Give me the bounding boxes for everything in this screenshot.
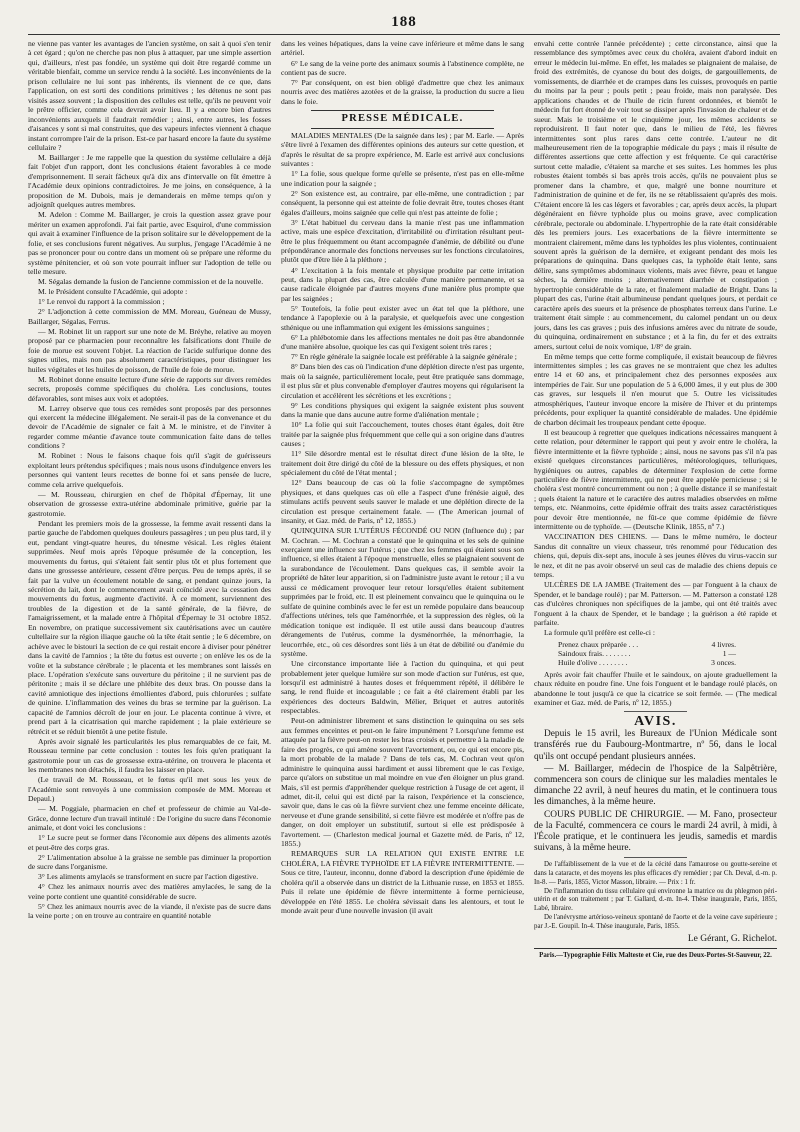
paragraph: M. Robinet : Nous le faisons chaque fois qu'il s'agit de guérisseurs exploitant leurs prétendus spécifiques ; mais nous usons d'indulgence envers les personnes qui vantent leurs recettes de bonne foi et sans pensée de lucre, comme cela arrive quelquefois.	[28, 451, 271, 489]
article-continuation-right	[534, 39, 777, 638]
recipe-table	[558, 640, 777, 668]
paragraph: 5° Toutefois, la folie peut exister avec un état tel que la pléthore, une tendance à l'apoplexie ou à la paralysie, et quelquefois avec une congestion sthénique ou une inflammation qui exigent les émissions sanguines ;	[281, 303, 524, 332]
paragraph: Il est beaucoup à regretter que quelques indications nécessaires manquent à cette relation, pour déterminer le rapport qui peut y avoir entre le choléra, la fièvre intermittente et la fièvre typhoïde ; ainsi, nous ne savons pas s'il n'a pas existé quelques circonstances particulières, météorologiques, telluriques, hygiéniques ou autres, capables de déterminer l'explosion de cette forme particulière de fièvre intermittente, qui ne peut être appelée pernicieuse ; si le choléra s'est montré concurremment ou non ; à quelle distance il se manifestait ; quels étaient la nature et le caractère des autres maladies observées en même temps, etc. Néanmoins, cette épidémie offrait des traits assez caractéristiques pour devoir être mentionnée, ne fût-ce que comme épidémie de fièvre intermittente ou de typhoïde. — (Deutsche Klinik, 1855, nº 7.)	[534, 427, 777, 532]
separator-rule	[624, 711, 687, 712]
paragraph: 9° Les conditions physiques qui exigent la saignée existent plus souvent dans la manie que dans aucune autre forme d'aliénation mentale ;	[281, 400, 524, 420]
paragraph: 2° L'alimentation absolue à la graisse ne semble pas diminuer la proportion de sucre dans l'organisme.	[28, 852, 271, 872]
paragraph: 6° La phlébotomie dans les affections mentales ne doit pas être abandonnée d'une manière absolue, quoique les cas qui l'exigent soient très rares ;	[281, 332, 524, 352]
paragraph: 12° Dans beaucoup de cas où la folie s'accompagne de symptômes physiques, et dans quelques cas où elle a l'aspect d'une frénésie aiguë, des stimulans actifs peuvent seuls sauver le malade et une déplétion directe de la circulation est presque certainement fatale. — (The American journal of insanity, et Gaz. méd. de Paris, nº 12, 1855.)	[281, 478, 524, 526]
gerant-signature: Le Gérant, G. Richelot.	[687, 934, 777, 945]
paragraph: M. Baillarger : Je me rappelle que la question du système cellulaire a déjà fait l'objet d'un rapport, dont les conclusions étaient favorables à ce mode d'emprisonnement. Il serait fâcheux qu'à dix ans d'intervalle on fût émettre à l'Académie deux opinions contradictoires. Je me joins, en conséquence, à la proposition de M. Dubois, mais je demanderais en même temps qu'on y adjoignît quelques autres membres.	[28, 153, 271, 210]
section-rule-top	[311, 110, 494, 111]
paragraph: — M. Rousseau, chirurgien en chef de l'hôpital d'Épernay, lit une observation de grossesse extra-utérine abdominale primitive, guérie par la gastrotomie.	[28, 489, 271, 518]
paragraph: M. Robinet donne ensuite lecture d'une série de rapports sur divers remèdes secrets, proposés comme spécifiques du choléra. Les conclusions, toutes défavorables, sont mises aux voix et adoptées.	[28, 374, 271, 403]
paragraph: ne vienne pas vanter les avantages de l'ancien système, on sait à quoi s'en tenir à cet égard ; qu'on ne cherche pas non plus à attaquer, par une simple assertion qui, d'ailleurs, n'est pas fondée, un système qui doit être regardé comme un véritable bienfait, comme un service rendu à la société. Les inconvénients de la prison cellulaire ne lui sont pas inhérents, ils viennent de ce que, dans l'application, on est sorti des conditions primitives ; les détenus ne sont pas visités assez souvent ; la disposition des cellules est telle, qu'ils ne peuvent voir le prêtre officier, comme cela devrait avoir lieu. Il y a encore bien d'autres inconvénients auxquels il faudrait remédier ; ainsi, entre autres, les fosses d'aisances y sont si mal construites, que des vapeurs infectes viennent à chaque instant corrompre l'air de la prison. Est-ce par hasard encore la faute du système cellulaire ?	[28, 39, 271, 152]
separator-rule-2	[624, 857, 687, 858]
column-right	[534, 39, 777, 1119]
article-continuation	[281, 39, 524, 106]
paragraph: 7° Par conséquent, on est bien obligé d'admettre que chez les animaux nourris avec des matières azotées et de la graisse, la production du sucre a lieu dans le foie.	[281, 78, 524, 106]
recipe-row	[558, 640, 777, 649]
paragraph: 1° La folie, sous quelque forme qu'elle se présente, n'est pas en elle-même une indication pour la saignée ;	[281, 169, 524, 188]
paragraph: 4° Chez les animaux nourris avec des matières amylacées, le sang de la veine porte contient une quantité considérable de sucre.	[28, 882, 271, 901]
paragraph: 2° L'adjonction à cette commission de MM. Moreau, Guéneau de Mussy, Baillarger, Ségalas, Ferrus.	[28, 307, 271, 326]
recipe-quantity: 4 livres.	[711, 639, 736, 649]
printer-line: Paris.—Typographie Félix Malteste et Cie, rue des Deux-Portes-St-Sauveur, 22.	[539, 951, 772, 959]
recipe-ingredient: Prenez chaux préparée . . .	[558, 639, 639, 649]
paragraph: 3° Les aliments amylacés se transforment en sucre par l'action digestive.	[38, 872, 259, 882]
paragraph: 1° Le renvoi du rapport à la commission ;	[38, 297, 165, 307]
paragraph: dans les veines hépatiques, dans la veine cave inférieure et même dans le sang artériel.	[281, 39, 524, 58]
paragraph: ULCÈRES DE LA JAMBE (Traitement des — par l'onguent à la chaux de Spender, et le bandage roulé) ; par M. Patterson. — M. Patterson a constaté 128 cas d'ulcères chroniques non spécifiques de la jambe, qui ont été traités avec l'onguent à la chaux de Spender, et le bandage ; la guérison a été rapide et parfaite.	[534, 580, 777, 628]
paragraph: VACCINATION DES CHIENS. — Dans le même numéro, le docteur Sandus dit connaître un vieux chasseur, très renommé pour l'éducation des chiens, qui, depuis dix-sept ans, inocule à ses jeunes élèves du virus-vaccin sur le nez, et dit ne pas avoir observé un seul cas de maladie des chiens depuis ce temps.	[534, 532, 777, 580]
header-rule	[28, 34, 780, 35]
paragraph: (Le travail de M. Rousseau, et le fœtus qu'il met sous les yeux de l'Académie sont renvoyés à une commission composée de MM. Moreau et Depaul.)	[28, 775, 271, 804]
paragraph: 3° L'état habituel du cerveau dans la manie n'est pas une inflammation active, mais une espèce d'excitation, d'irritabilité ou d'irritation résultant peut-être le plus fréquemment ou étant accompagnée d'anémie, de débilité ou d'une prépondérance anormale des fonctions nerveuses sur les fonctions circulatoires, plutôt que d'être liée à la pléthore ;	[281, 217, 524, 265]
paragraph: MALADIES MENTALES (De la saignée dans les) ; par M. Earle. — Après s'être livré à l'examen des différentes opinions des auteurs sur cette question, et d'après le résultat de sa propre expérience, M. Earle est arrivé aux conclusions suivantes :	[281, 130, 524, 169]
paragraph: Une circonstance importante liée à l'action du quinquina, et qui peut probablement jeter quelque lumière sur son mode d'action sur l'utérus, est que, lorsqu'il est administré à hautes doses et fréquemment répété, il délibère le sang, le rend fluide et incoagulable ; ce fait a été clairement établi par les expériences des docteurs Baldwin, Mélier, Briquet et autres autorités respectables.	[281, 659, 524, 716]
paragraph: 11° Sile désordre mental est le résultat direct d'une lésion de la tête, le traitement doit être dirigé du côté de la blessure ou des effets physiques, et non spécialement du côté de l'état mental ;	[281, 449, 524, 478]
paragraph: — M. Robinet lit un rapport sur une note de M. Bréyhe, relative au moyen proposé par ce pharmacien pour reconnaître les falsifications dont l'huile de foie de morue est souvent l'objet. La réaction de l'acide sulfurique donne des signes utiles, mais non pas absolument caractéristiques, pour distinguer les huiles végétales et les huiles de poisson, de l'huile de foie de morue.	[28, 326, 271, 374]
paragraph: Pendant les premiers mois de la grossesse, la femme avait ressenti dans la partie gauche de l'abdomen quelques douleurs passagères ; un peu plus tard, il y eut, pendant vingt-quatre heures, du ténesme vésical. Les règles étaient supprimées. Neuf mois après l'époque présumée de la conception, les mouvements du fœtus, qui s'étaient fait sentir plus tôt et plus fortement que dans une grossesse antérieure, cessent d'être perçus. Peu de temps après, il se fait par la vulve un écoulement notable de sang, et pendant quinze jours, la sécrétion du lait, dont le commencement avait coïncidé avec la cessation des mouvements du fœtus, augmente d'activité. À ce moment, surviennent des troubles de la digestion et de la santé générale, de la fièvre, de l'amaigrissement, et la malade entre à l'hôpital d'Épernay le 31 octobre 1852. En novembre, on pratique successivement six cautérisations avec un cautère cultellaire sur la région iliaque gauche où la tête était sentie ; le 6 décembre, on achève avec le bistouri la section de ce qui restait encore à diviser pour pénétrer dans la cavité de l'amnios ; la tête du fœtus est ouverte ; on enlève les os de la voûte et la substance cérébrale ; le placenta et les membranes sont laissés en place. L'opération s'exécute sans ouverture du péritoine ; il ne survient pas de péritonite ; mais il se déclare une phlébite des deux bras. On pousse dans la cavité amniotique des injections émollientes d'abord, puis chlorurées ; sulfate de quinine. L'inflammation des veines du bras se termine par la guérison. La capacité de l'amnios décroît de jour en jour. Le placenta continue à vivre, et prend part à la cicatrisation qui marche rapidement ; la plaie extérieure se rétrécit et se réduit bientôt à une petite fistule.	[28, 518, 271, 736]
paragraph: 6° Le sang de la veine porte des animaux soumis à l'abstinence complète, ne contient pas de sucre.	[281, 58, 524, 77]
paragraph: M. Larrey observe que tous ces remèdes sont proposés par des personnes qui exercent la médecine illégalement. Ne serait-il pas de la convenance et du devoir de l'Académie de signaler ce fait à M. le ministre, et de l'inviter à regarder comme méantie d'avance toute communication faite dans de telles conditions ?	[28, 403, 271, 451]
avis-paragraph: Depuis le 15 avril, les Bureaux de l'Union Médicale sont transférés rue du Faubourg-Montmartre, nº 56, dans le local qu'ils ont occupé pendant plusieurs années.	[534, 729, 777, 762]
avis-body	[534, 729, 777, 854]
paragraph: M. le Président consulte l'Académie, qui adopte :	[38, 287, 188, 297]
paragraph: 2° Son existence est, au contraire, par elle-même, une contradiction ; par conséquent, la personne qui est atteinte de folie devrait être, toutes choses étant égales d'ailleurs, moins saignée que celle qui n'est pas atteinte de folie ;	[281, 188, 524, 217]
paragraph: 4° L'excitation à la fois mentale et physique produite par cette irritation peut, dans la plupart des cas, être calculée d'une manière permanente, et sa cause radicale éloignée par d'autres moyens d'une manière plus prompte que par les saignées ;	[281, 265, 524, 303]
paragraph: 5° Chez les animaux nourris avec de la viande, il n'existe pas de sucre dans la veine porte ; on en trouve au contraire en quantité notable	[28, 901, 271, 921]
column-middle	[281, 39, 524, 1119]
paragraph: M. Ségalas demande la fusion de l'ancienne commission et de la nouvelle.	[38, 277, 264, 287]
paragraph: 10° La folie qui suit l'accouchement, toutes choses étant égales, doit être traitée par la saignée plus fréquemment que celle qui a son origine dans d'autres causes ;	[281, 420, 524, 449]
recipe-ingredient: Saindoux frais. . . . . . . .	[558, 648, 631, 658]
column-left	[28, 39, 271, 1119]
presse-medicale-articles	[281, 131, 524, 916]
paragraph: 8° Dans bien des cas où l'indication d'une déplétion directe n'est pas urgente, mais où la saignée, particulièrement locale, peut être pratiquée sans dommage, il est plus sûr et plus convenable d'employer d'autres moyens qui régularisent la circulation et accélèrent les sécrétions et les excrétions ;	[281, 362, 524, 400]
paragraph: 7° En règle générale la saignée locale est préférable à la saignée générale ;	[291, 352, 517, 362]
book-notice: De l'inflammation du tissu cellulaire qui environne la matrice ou du phlegmon péri-utérin et de son traitement ; par T. Gallard, d.-m. In-4. Thèse inaugurale, Paris, 1855, Labé, libraire.	[534, 887, 777, 912]
page-number: 188	[391, 14, 417, 30]
footer-rule	[534, 948, 777, 949]
avis-paragraph: — M. Baillarger, médecin de l'hospice de la Salpêtrière, commencera son cours de clinique sur les maladies mentales le dimanche 22 avril, à neuf heures du matin, et le continuera tous les dimanches, à la même heure.	[534, 763, 777, 808]
section-rule-bottom	[311, 128, 494, 129]
paragraph: Peut-on administrer librement et sans distinction le quinquina ou ses sels aux femmes enceintes et peut-on le faire impunément ? Lorsqu'une femme est attaquée par la fièvre peut-on rester les bras croisés et permettre à la maladie de faire des progrès, ce qui amène souvent l'avortement, ou, ce qui est encore pis, la mort probable de la malade ? Dans de tels cas, M. Cochran veut qu'on administre le quinquina aussi hardiment et aussi librement que le cas l'exige, parce qu'alors on substitue un mal moindre en vue d'en éloigner un plus grand. Mais, s'il est permis d'appréhender quelque restriction à l'usage de cet agent, il admet, dit-il, celui qui est dicté par la raison, l'expérience et la conscience, savoir que, dans le cas où la fièvre survient chez une femme enceinte délicate, nerveuse et d'une grande sensibilité, si cette fièvre est modérée et n'offre pas de danger, on doit employer un substitutif, surtout si elle est prédisposée à l'avortement. — (Charleston medical journal et Gazette méd. de Paris, nº 12, 1855.)	[281, 716, 524, 849]
paragraph: — M. Poggiale, pharmacien en chef et professeur de chimie au Val-de-Grâce, donne lecture d'un travail intitulé : De l'origine du sucre dans l'économie animale, et dont voici les conclusions :	[28, 804, 271, 833]
paragraph: 1° Le sucre peut se former dans l'économie aux dépens des aliments azotés et peut-être des corps gras.	[28, 833, 271, 852]
paragraph: En même temps que cette forme compliquée, il existait beaucoup de fièvres intermittentes simples ; les cas graves ne se montraient que chez les adultes entre 14 et 60 ans, et principalement chez des personnes exposées aux intempéries de l'air. Sur une population de 5 à 6,000 âmes, il y eut plus de 300 cas graves, sur lesquels il n'en mourut que 5. Outre les vicissitudes atmosphériques, l'auteur invoque encore la misère de l'hiver et du printemps précédents, pour expliquer la quantité considérable de malades. Une épidémie de charbon décimait les troupeaux pendant cette époque.	[534, 351, 777, 427]
book-notice: De l'affaiblissement de la vue et de la cécité dans l'amaurose ou goutte-sereine et dans la cataracte, et des moyens les plus efficaces d'y remédier ; par Ch. Deval, d.-m. p. In-8. — Paris, 1855, Victor Masson, libraire. — Prix : 1 fr.	[534, 861, 777, 886]
recipe-row	[558, 649, 777, 658]
avis-paragraph: COURS PUBLIC DE CHIRURGIE. — M. Fano, prosecteur de la Faculté, commencera ce cours le mardi 24 avril, à midi, à l'École pratique, et le continuera les jeudis, samedis et mardis suivans, à la même heure.	[534, 809, 777, 854]
section-title: PRESSE MÉDICALE.	[341, 113, 464, 125]
paragraph: La formule qu'il préfère est celle-ci :	[544, 628, 655, 638]
paragraph: REMARQUES SUR LA RELATION QUI EXISTE ENTRE LE CHOLÉRA, LA FIÈVRE TYPHOÏDE ET LA FIÈVRE INTERMITTENTE. — Sous ce titre, l'auteur, inconnu, donne d'abord la description d'une épidémie de choléra qu'il a observée dans un district de la Lithuanie russe, en 1853 et 1855. Puis il relate une épidémie de fièvre intermittente à forme pernicieuse, développée en l'été 1855. Le choléra sévissait dans les alentours, et tout le monde avait peur d'une nouvelle invasion (il avait	[281, 849, 524, 916]
book-notices	[534, 861, 777, 931]
paragraph: Après avoir fait chauffer l'huile et le saindoux, on ajoute graduellement la chaux réduite en poudre fine. Une fois l'onguent et le bandage roulé placés, on abandonne le tout jusqu'à ce que la cicatrice se soit fermée. — (The medical examiner et Gaz. méd. de Paris, nº 12, 1855.)	[534, 669, 777, 708]
recipe-row	[558, 658, 777, 667]
paragraph: Après avoir signalé les particularités les plus remarquables de ce fait, M. Rousseau termine par cette conclusion : toutes les fois qu'en pratiquant la gastrotomie pour un cas de grossesse extra-utérine, on trouvera le placenta et les membranes non détachés, il faudra les laisser en place.	[28, 736, 271, 775]
recipe-quantity: 1 —	[722, 648, 736, 658]
recipe-notes	[534, 670, 777, 708]
recipe-quantity: 3 onces.	[711, 658, 736, 668]
paragraph: M. Adelon : Comme M. Baillarger, je crois la question assez grave pour mériter un examen approfondi. J'ai fait partie, avec Esquirol, d'une commission qui avait à examiner l'influence de la prison solitaire sur le développement de la folie, et ses conclusions furent négatives. Au surplus, j'engage l'Académie à ne pas se prononcer pour ou contre dans un moment où se prépare une réforme du système pénitencier, et où son vote pourrait influer sur l'adoption de telle ou telle mesure.	[28, 210, 271, 277]
recipe-ingredient: Huile d'olive . . . . . . . .	[558, 658, 628, 668]
avis-title: AVIS.	[634, 713, 677, 729]
book-notice: De l'anévrysme artérioso-veineux spontané de l'aorte et de la veine cave supérieure ; par J.-E. Goupil. In-4. Thèse inaugurale, Paris, 1855.	[534, 914, 777, 930]
newspaper-page	[28, 8, 780, 1126]
paragraph: QUINQUINA SUR L'UTÉRUS FÉCONDÉ OU NON (Influence du) ; par M. Cochran. — M. Cochran a constaté que le quinquina et les sels de quinine exerçaient une influence sur l'utérus ; que chez les femmes qui étaient sous son influence, si elles étaient à l'époque menstruelle, elles se plaignaient souvent de la surabondance de l'écoulement. Dans quelques cas, il semble avoir la propriété de hâter leur apparition, si on l'administre juste avant le retour ; il a vu aussi ce médicament provoquer leur retour lorsqu'elles étaient subitement supprimées par le froid, etc. Il est pleinement convaincu que le quinquina ou le sulfate de quinine combinés avec le fer est un remède populaire dans beaucoup d'affections utérines, tels que l'aménorrhée, et la suppression des règles, où la médication tonique est indiquée. Il est utile aussi dans beaucoup d'autres dérangements de l'utérus, comme la dysménorrhée, la ménorrhagie, la leucorrhée, etc., où ces désordres sont liés à un état de débilité ou d'anémie du système.	[281, 526, 524, 658]
paragraph: envahi cette contrée l'année précédente) ; cette circonstance, ainsi que la ressemblance des symptômes avec ceux du choléra, avaient d'abord induit en erreur le médecin lui-même. En effet, les malades se plaignaient de malaise, de froid des extrémités, de cyanose du bout des doigts, de gargouillements, de vomissements, de diarrhée et de crampes dans les cuisses, provoqués en partie du moins par la peur ; pouls petit ; peau froide, mais non paralysée. Des applications chaudes et de l'huile de ricin furent ordonnées, et bientôt le médecin fut fort étonné de voir tout se dissiper après l'invasion de chaleur et de sueur. Mais le troisième et le cinquième jour, les mêmes accidents se reproduisirent. Il faut noter que, dans le milieu de l'été, les fièvres intermittentes sont plus rares dans cette contrée. L'auteur ne dit malheureusement rien de la topographie médicale du pays ; mais il résulte de différentes assertions que cette affection y est fréquente. Ce qui caractérise surtout cette maladie, c'étaient sa marche et ses suites. Les hommes les plus robustes étaient tombés si bas après trois accès, qu'ils ne pouvaient plus se promener dans la chambre, et que, malgré une bonne nourriture et l'administration de quinine et de fer, ils ne se rétablissaient qu'après des mois. C'étaient encore là les cas légers et favorables ; car, après deux accès, la plupart dégénéraient en fièvre typhoïde plus ou moins grave, avec complication cérébrale, pectorale ou abdominale. L'hypertrophie de la rate était considérable dès les premiers jours. Les exacerbations de la fièvre intermittente se montraient clairement, même dans les typhoïdes les plus violentes, continuaient souvent après la guérison de la dernière, et exigeant pendant des mois les préparations de quinquina. Dans quelques cas, la typhoïde était lente, sans délire, sans symptômes abdominaux violents, mais avec fièvre, peau et langue sèches, la dernière moins ; alternativement diarrhée et constipation ; hypertrophie considérable de la rate, et finalement maladie de Bright. Dans la plupart des cas, l'urine était albumineuse pendant quelques jours, et perdait ce caractère après des sueurs et la présence de phosphates terreux dans l'urine. Le traitement était simple : au commencement, du calomel pendant un ou deux jours, dans les cas graves ; puis des infusions amères avec du nitrate de soude, du quinquina, ordinairement en substance ; et à la fin, du fer et des extraits amers, surtout celui de noix vomique, 1/8° de grain.	[534, 39, 777, 351]
